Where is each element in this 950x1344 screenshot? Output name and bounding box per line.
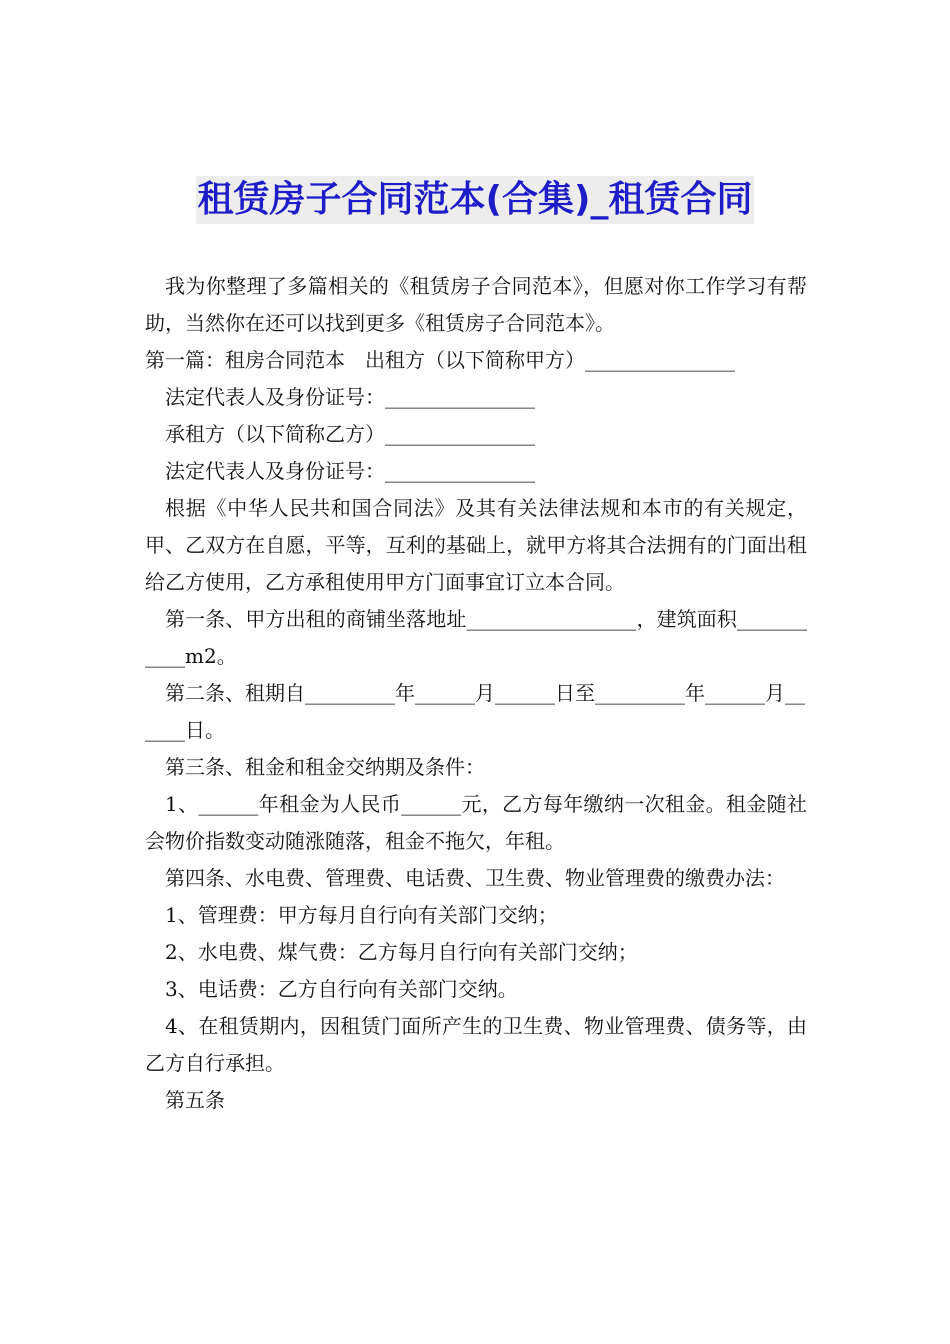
article-four-item-3: 3、电话费：乙方自行向有关部门交纳。 — [165, 977, 518, 1001]
lessee-line: 承租方（以下简称乙方）_______________ — [165, 422, 535, 446]
article-five: 第五条 — [165, 1088, 225, 1112]
preamble-paragraph: 根据《中华人民共和国合同法》及其有关法律法规和本市的有关规定，甲、乙双方在自愿，平等，互利的基础上，就甲方将其合法拥有的门面出租给乙方使用，乙方承租使用甲方门面事宜订立本合同。 — [145, 496, 807, 594]
article-four-item-1: 1、管理费：甲方每月自行向有关部门交纳； — [165, 903, 558, 927]
intro-paragraph: 我为你整理了多篇相关的《租赁房子合同范本》，但愿对你工作学习有帮助，当然你在还可以找到更多《租赁房子合同范本》。 — [145, 274, 807, 335]
article-three-item-1: 1、______年租金为人民币______元，乙方每年缴纳一次租金。租金随社会物价指数变动随涨随落，租金不拖欠，年租。 — [145, 792, 807, 853]
section-one-heading: 第一篇：租房合同范本 出租方（以下简称甲方）_______________ — [145, 348, 735, 372]
document-body — [145, 268, 807, 1119]
article-three: 第三条、租金和租金交纳期及条件： — [165, 755, 485, 779]
article-four: 第四条、水电费、管理费、电话费、卫生费、物业管理费的缴费办法： — [165, 866, 785, 890]
lessee-representative-line: 法定代表人及身份证号：_______________ — [165, 459, 535, 483]
lessor-representative-line: 法定代表人及身份证号：_______________ — [165, 385, 535, 409]
title-area — [0, 176, 950, 224]
article-four-item-4: 4、在租赁期内，因租赁门面所产生的卫生费、物业管理费、债务等，由乙方自行承担。 — [145, 1014, 807, 1075]
document-title: 租赁房子合同范本(合集)_租赁合同 — [196, 176, 755, 224]
article-two: 第二条、租期自_________年______月______日至_________年______月______日。 — [145, 681, 805, 742]
article-one: 第一条、甲方出租的商铺坐落地址_________________，建筑面积___________m2。 — [145, 607, 807, 668]
article-four-item-2: 2、水电费、煤气费：乙方每月自行向有关部门交纳； — [165, 940, 638, 964]
